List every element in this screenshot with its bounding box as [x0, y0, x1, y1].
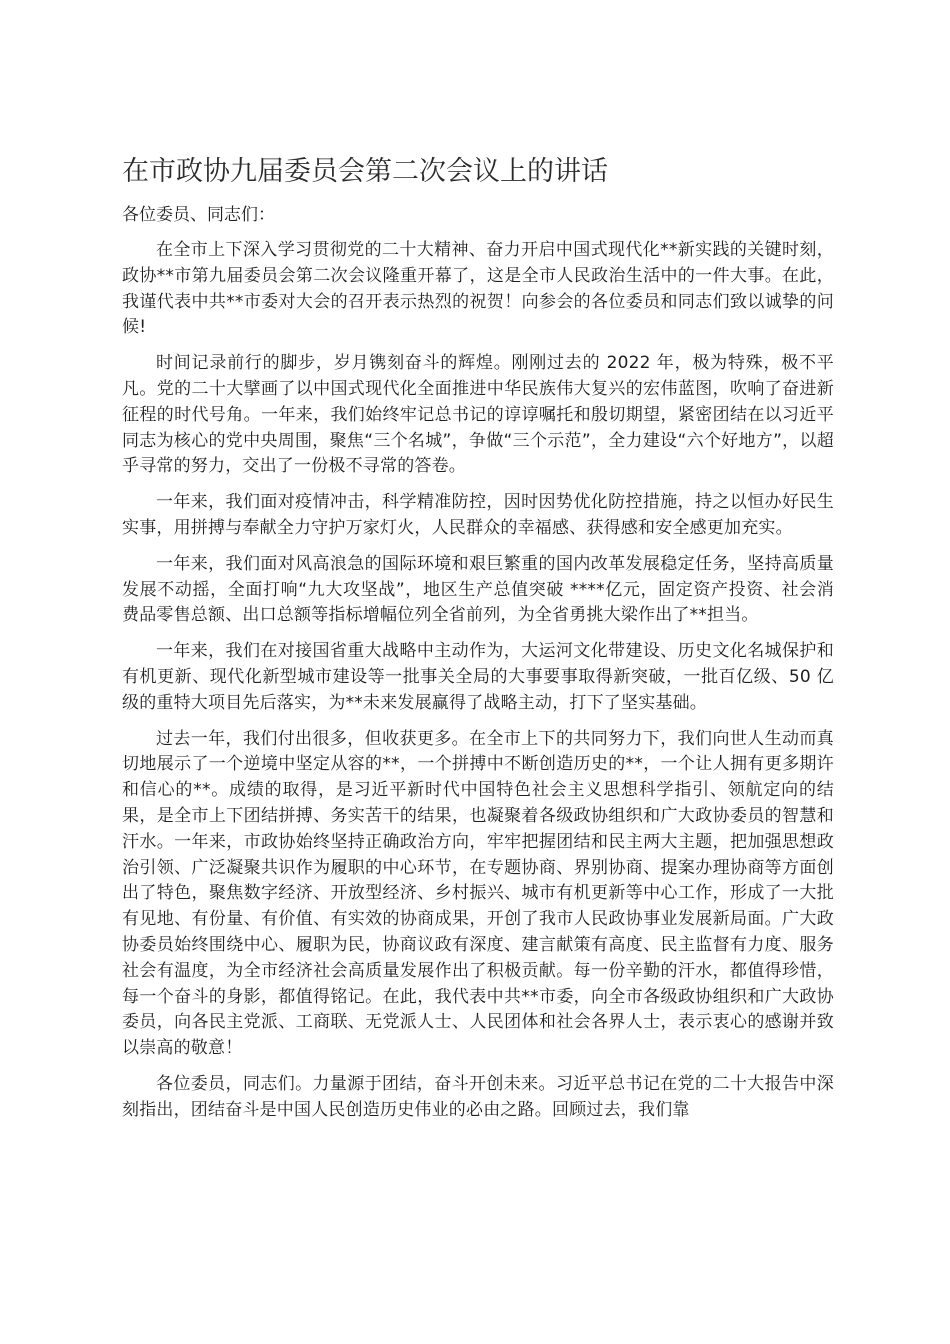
document-title: 在市政协九届委员会第二次会议上的讲话 [122, 156, 608, 187]
paragraph-unity: 各位委员，同志们。力量源于团结，奋斗开创未来。习近平总书记在党的二十大报告中深刻指出，团结奋斗是中国人民创造历史伟业的必由之路。回顾过去，我们靠 [122, 1073, 834, 1120]
paragraph-opening: 在全市上下深入学习贯彻党的二十大精神、奋力开启中国式现代化**新实践的关键时刻，政协**市第九届委员会第二次会议隆重开幕了，这是全市人民政治生活中的一件大事。在此，我谨代表中共**市委对大会的召开表示热烈的祝贺！向参会的各位委员和同志们致以诚挚的问候! [122, 240, 834, 338]
paragraph-achievements: 过去一年，我们付出很多，但收获更多。在全市上下的共同努力下，我们向世人生动而真切地展示了一个逆境中坚定从容的**，一个拼搏中不断创造历史的**，一个让人拥有更多期许和信心的**。成绩的取得，是习近平新时代中国特色社会主义思想科学指引、领航定向的结果，是全市上下团结拼搏、务实苦干的结果，也凝聚着各级政协组织和广大政协委员的智慧和汗水。一年来，市政协始终坚持正确政治方向，牢牢把握团结和民主两大主题，把加强思想政治引领、广泛凝聚共识作为履职的中心环节，在专题协商、界别协商、提案办理协商等方面创出了特色，聚焦数字经济、开放型经济、乡村振兴、城市有机更新等中心工作，形成了一大批有见地、有份量、有价值、有实效的协商成果，开创了我市人民政协事业发展新局面。广大政协委员始终围绕中心、履职为民，协商议政有深度、建言献策有高度、民主监督有力度、服务社会有温度，为全市经济社会高质量发展作出了积极贡献。每一份辛勤的汗水，都值得珍惜，每一个奋斗的身影，都值得铭记。在此，我代表中共**市委，向全市各级政协组织和广大政协委员，向各民主党派、工商联、无党派人士、人民团体和社会各界人士，表示衷心的感谢并致以崇高的敬意！ [122, 728, 834, 1059]
paragraph-2022-review: 时间记录前行的脚步，岁月镌刻奋斗的辉煌。刚刚过去的 2022 年，极为特殊，极不平凡。党的二十大擘画了以中国式现代化全面推进中华民族伟大复兴的宏伟蓝图，吹响了奋进新征程的时代号角。一年来，我们始终牢记总书记的谆谆嘱托和殷切期望，紧密团结在以习近平同志为核心的党中央周围，聚焦“三个名城”，争做“三个示范”，全力建设“六个好地方”，以超乎寻常的努力，交出了一份极不寻常的答卷。 [122, 353, 834, 477]
paragraph-economy: 一年来，我们面对风高浪急的国际环境和艰巨繁重的国内改革发展稳定任务，坚持高质量发展不动摇，全面打响“九大攻坚战”，地区生产总值突破 ****亿元，固定资产投资、社会消费品零售总额、出口总额等指标增幅位列全省前列，为全省勇挑大梁作出了**担当。 [122, 553, 834, 626]
document-body [122, 150, 834, 1134]
paragraph-strategy: 一年来，我们在对接国省重大战略中主动作为，大运河文化带建设、历史文化名城保护和有机更新、现代化新型城市建设等一批事关全局的大事要事取得新突破，一批百亿级、50 亿级的重特大项目先后落实，为**未来发展赢得了战略主动，打下了坚实基础。 [122, 641, 834, 713]
paragraph-epidemic: 一年来，我们面对疫情冲击，科学精准防控，因时因势优化防控措施，持之以恒办好民生实事，用拼搏与奉献全力守护万家灯火，人民群众的幸福感、获得感和安全感更加充实。 [122, 492, 834, 538]
salutation: 各位委员、同志们： [122, 205, 275, 225]
